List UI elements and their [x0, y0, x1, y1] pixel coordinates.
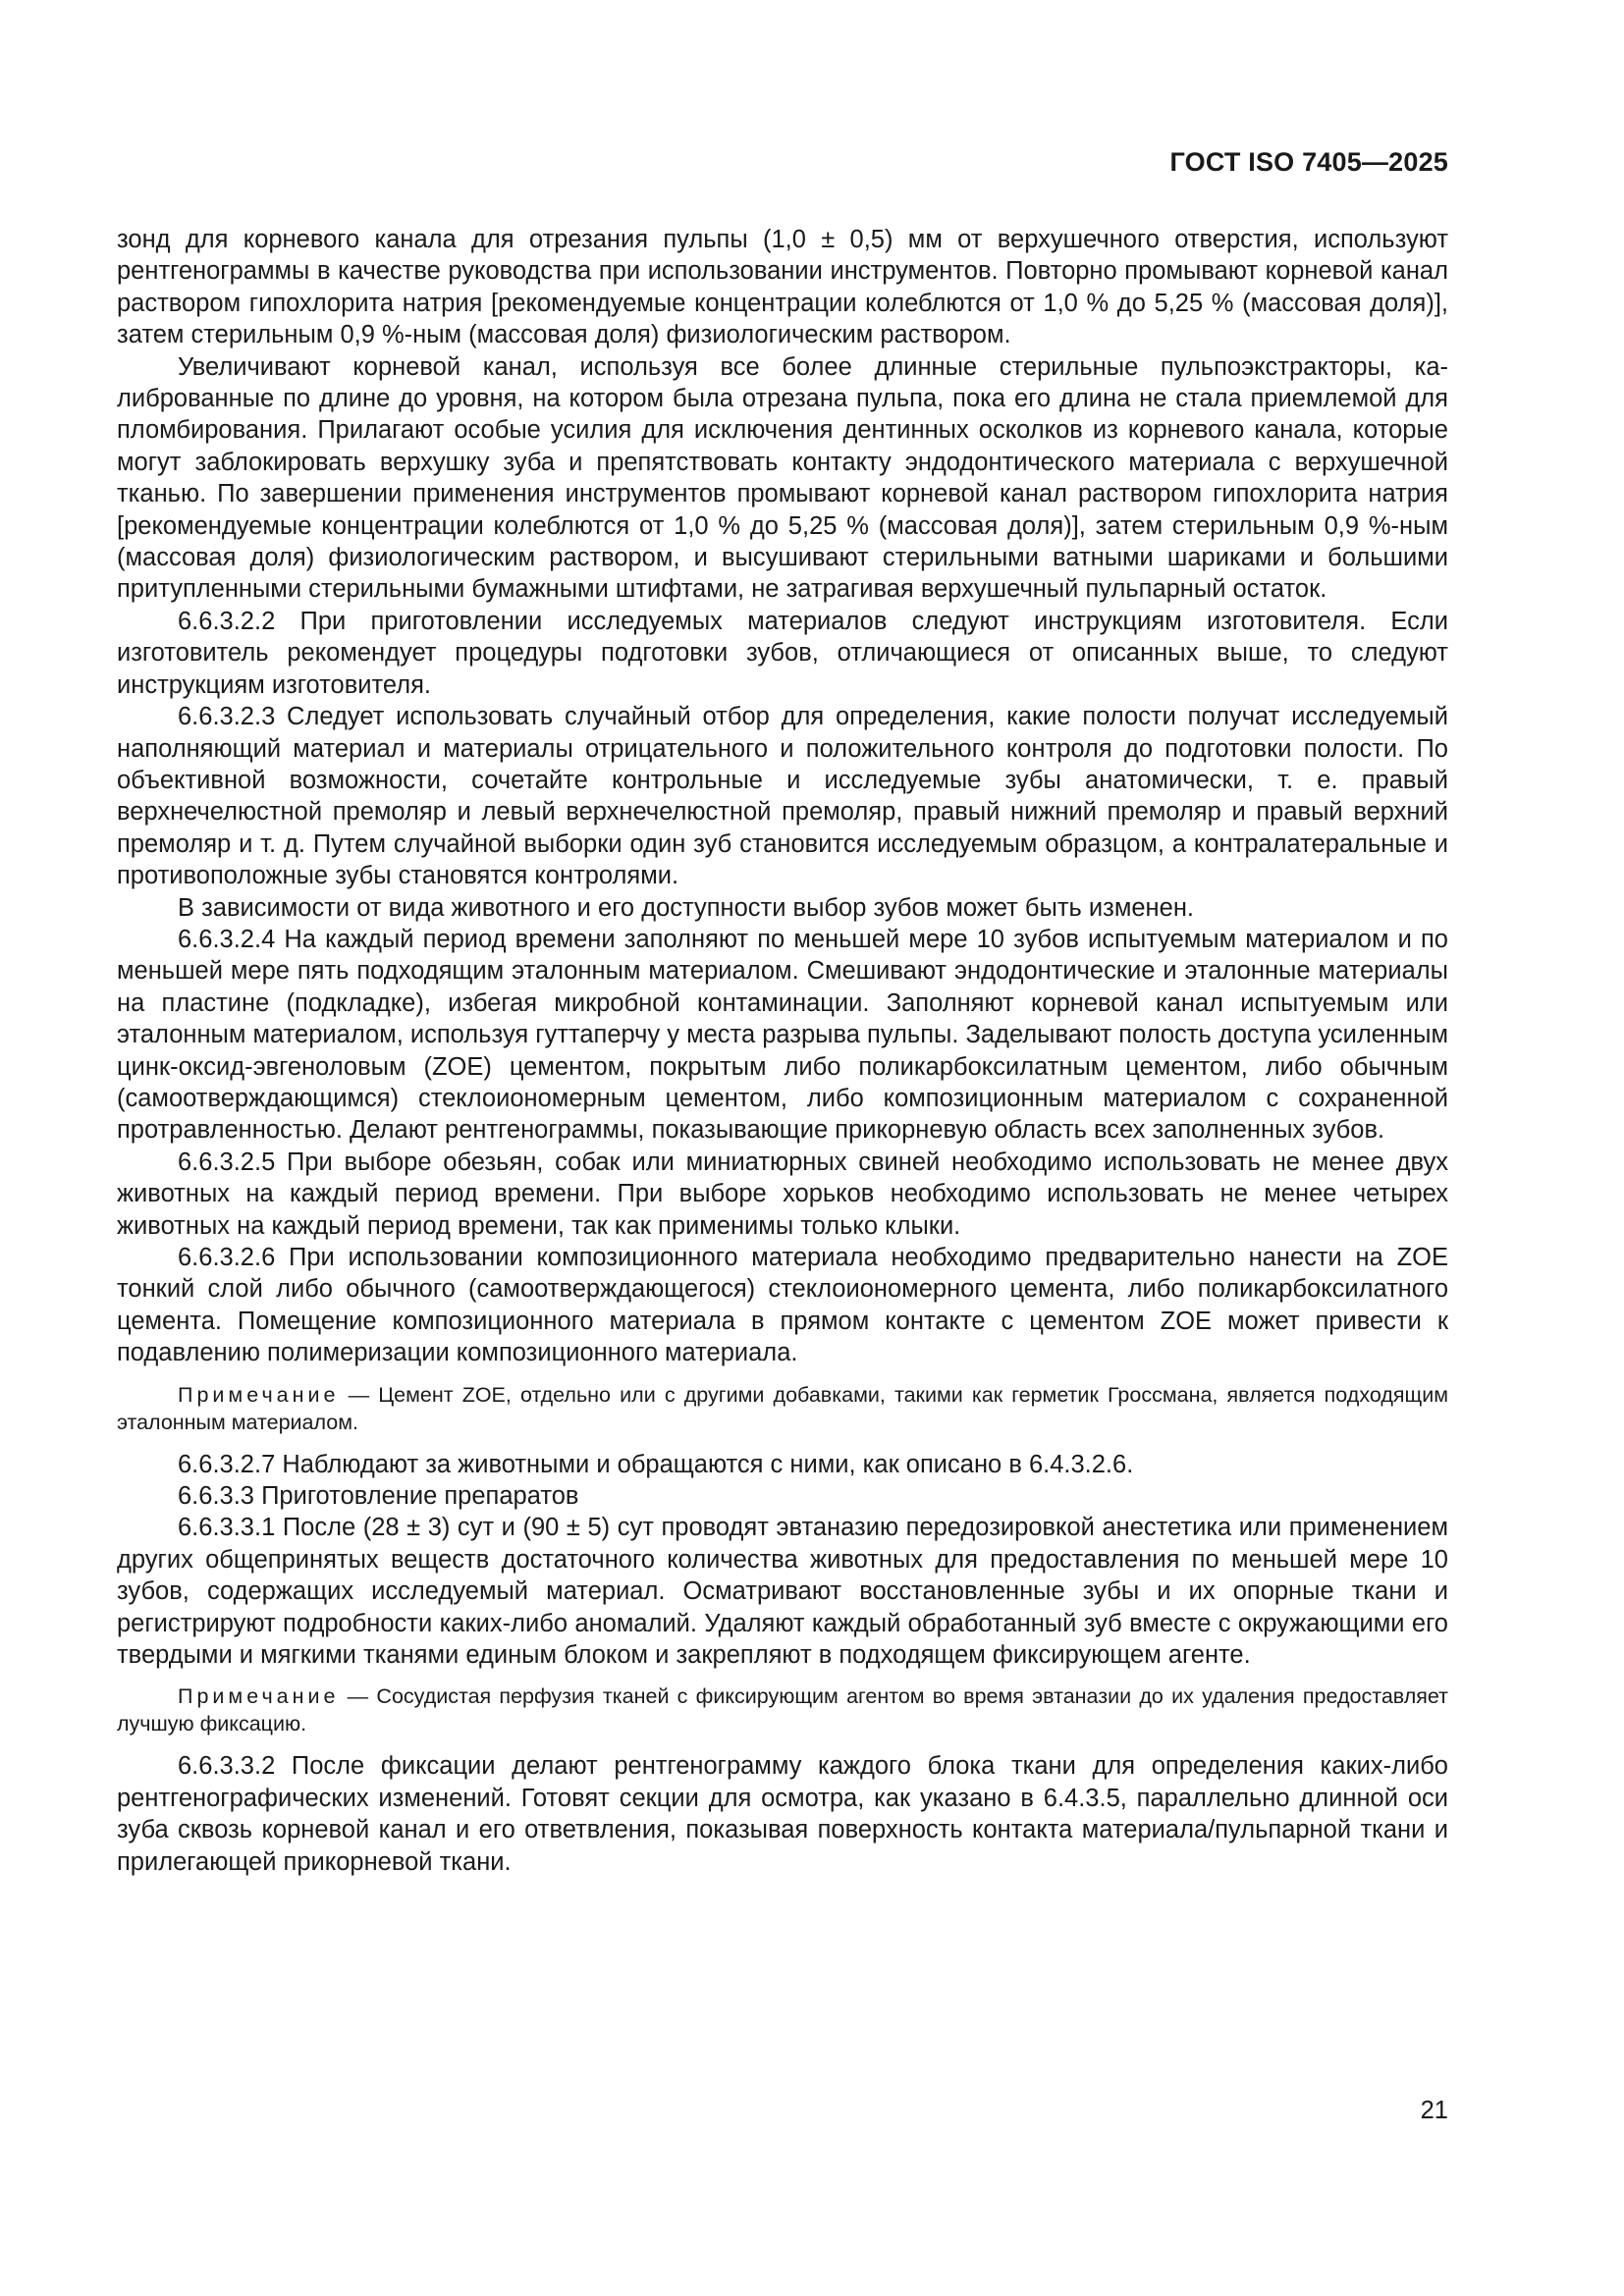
- body-paragraph: зонд для корневого канала для отрезания пульпы (1,0 ± 0,5) мм от верхушечного отверстия, используют рентгенограммы в качестве руководства при использовании инструментов. Повторно промывают корневой канал раствором гипохлорита натрия [рекомендуемые концентрации колеблются от 1,0 % до 5,25 % (массовая доля)], затем стерильным 0,9 %-ным (массовая доля) физиологическим раствором.: [117, 226, 1448, 349]
- body-paragraph: В зависимости от вида животного и его доступности выбор зубов может быть изменен.: [178, 893, 1194, 922]
- note-paragraph: [117, 1381, 1448, 1436]
- note-paragraph: [117, 1682, 1448, 1737]
- section-heading: 6.6.3.3 Приготовление препаратов: [178, 1482, 579, 1511]
- page-number: 21: [1420, 2097, 1448, 2124]
- document-body: [117, 224, 1448, 1878]
- note-text: — Цемент ZOE, отдельно или с другими добавками, такими как герметик Гроссмана, является подходящим эталонным материалом.: [117, 1382, 1448, 1434]
- body-paragraph: 6.6.3.2.7 Наблюдают за животными и обращаются с ними, как описано в 6.4.3.2.6.: [178, 1450, 1134, 1478]
- note-text: — Сосудистая перфузия тканей с фиксирующим агентом во время эвтаназии до их удаления предоставляет лучшую фиксацию.: [117, 1684, 1448, 1736]
- body-paragraph: 6.6.3.2.3 Следует использовать случайный отбор для определения, какие полости получат исследуемый наполняющий материал и материалы отрицательного и положительного контроля до подготовки полости. По объективной возможности, сочетайте контрольные и исследуемые зубы анатомически, т. е. правый верхнечелюстной премоляр и левый верхнечелюстной премоляр, правый нижний премоляр и правый верхний премоляр и т. д. Путем случайной выборки один зуб становится исследуемым образцом, а контралатеральные и противоположные зубы становятся контролями.: [117, 703, 1448, 890]
- body-paragraph: 6.6.3.2.4 На каждый период времени заполняют по меньшей мере 10 зубов испытуемым материалом и по меньшей мере пять подходящим эталонным материалом. Смешивают эндодонтические и эталонные материалы на пластине (подкладке), избегая микробной контаминации. Заполняют корневой канал испытуемым или эталонным материалом, используя гуттаперчу у места разрыва пульпы. Заделывают полость доступа усиленным цинк-оксид-эвгеноловым (ZOE) цементом, покрытым либо поликарбоксилатным цементом, либо обычным (самоотверждающимся) стеклоиономерным цементом, либо композиционным материалом с сохраненной протравленностью. Делают рентгенограммы, показывающие прикорневую область всех заполненных зубов.: [117, 925, 1448, 1145]
- body-paragraph: 6.6.3.2.6 При использовании композиционного материала необходимо предварительно нанести на ZOE тонкий слой либо обычного (самоотверждающегося) стеклоиономерного цемента, либо поликарбоксилатного цемента. Помещение композиционного материала в прямом контакте с цементом ZOE может привести к подавлению полимеризации композиционного материала.: [117, 1244, 1448, 1367]
- body-paragraph: Увеличивают корневой канал, используя все более длинные стерильные пульпоэкстракторы, калиброванные по длине до уровня, на котором была отрезана пульпа, пока его длина не стала приемлемой для пломбирования. Прилагают особые усилия для исключения дентинных осколков из корневого канала, которые могут заблокировать верхушку зуба и препятствовать контакту эндодонтического материала с верхушечной тканью. По завершении применения инструментов промывают корневой канал раствором гипохлорита натрия [рекомендуемые концентрации колеблются от 1,0 % до 5,25 % (массовая доля)], затем стерильным 0,9 %-ным (массовая доля) физиологическим раствором, и высушивают стерильными ватными шариками и большими притупленными стерильными бумажными штифтами, не затрагивая верхушечный пульпарный остаток.: [117, 352, 1448, 604]
- body-paragraph: 6.6.3.3.2 После фиксации делают рентгенограмму каждого блока ткани для определения каких-либо рентгенографических изменений. Готовят секции для осмотра, как указано в 6.4.3.5, параллельно длинной оси зуба сквозь корневой канал и его ответвления, показывая поверхность контакта материала/пульпарной ткани и прилегающей прикорневой ткани.: [117, 1752, 1448, 1876]
- note-label: Примечание: [178, 1382, 340, 1407]
- body-paragraph: 6.6.3.2.2 При приготовлении исследуемых материалов следуют инструкциям изготовителя. Если изготовитель рекомендует процедуры подготовки зубов, отличающиеся от описанных выше, то следуют инструкциям изготовителя.: [117, 607, 1448, 699]
- document-header: ГОСТ ISO 7405—2025: [1169, 147, 1448, 177]
- body-paragraph: 6.6.3.2.5 При выборе обезьян, собак или миниатюрных свиней необходимо использовать не менее двух животных на каждый период времени. При выборе хорьков необходимо использовать не менее четырех животных на каждый период времени, так как применимы только клыки.: [117, 1148, 1448, 1240]
- note-label: Примечание: [178, 1684, 340, 1709]
- body-paragraph: 6.6.3.3.1 После (28 ± 3) сут и (90 ± 5) сут проводят эвтаназию передозировкой анестетика или применением других общепринятых веществ достаточного количества животных для предоставления по меньшей мере 10 зубов, содержащих исследуемый материал. Осматривают восстановленные зубы и их опорные ткани и регистрируют подробности каких-либо аномалий. Удаляют каждый обработанный зуб вместе с окружающими его твердыми и мягкими тканями единым блоком и закрепляют в подходящем фиксирующем агенте.: [117, 1514, 1448, 1670]
